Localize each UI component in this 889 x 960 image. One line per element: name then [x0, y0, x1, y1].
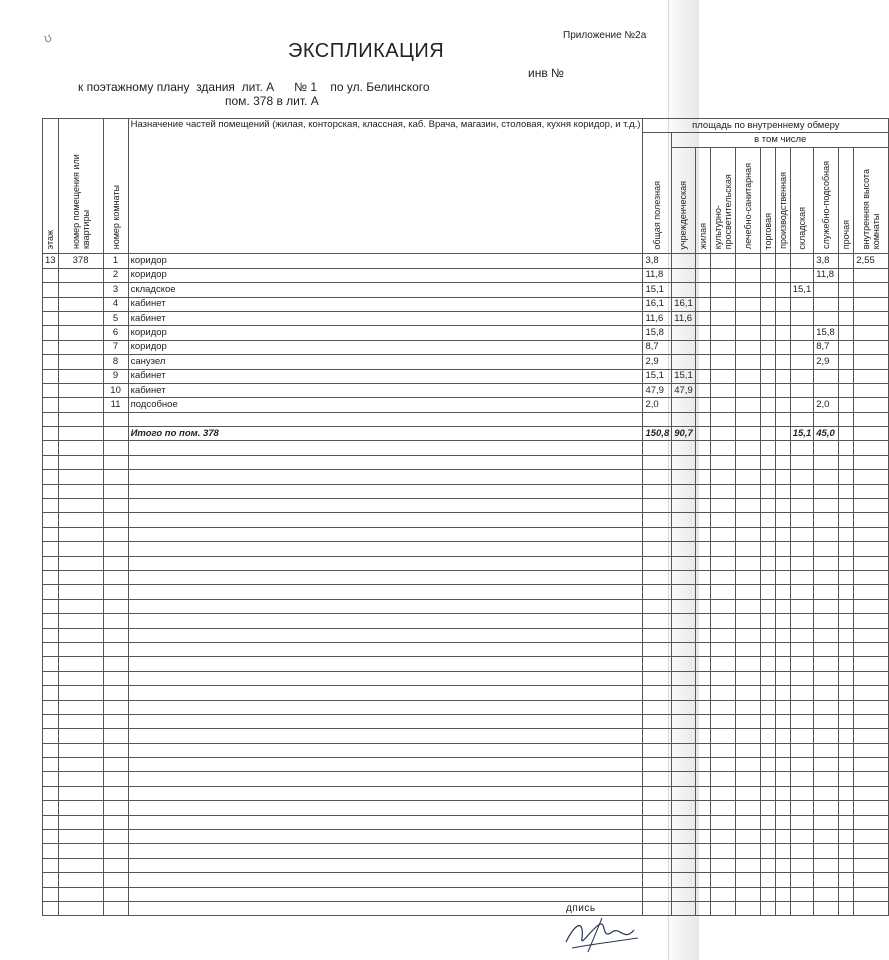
cell-room: 2: [103, 268, 128, 282]
cell-cult: [710, 383, 735, 397]
cell-unit: [58, 340, 103, 354]
cell-oth: [839, 311, 854, 325]
cell-ind: [775, 383, 790, 397]
subtitle-line-1: к поэтажному плану здания лит. А № 1 по ул. Белинского: [78, 80, 430, 94]
cell-cult: [710, 326, 735, 340]
total-inst: 90,7: [672, 427, 696, 441]
cell-oth: [839, 283, 854, 297]
table-row-empty: [43, 729, 889, 743]
cell-stor: [790, 326, 814, 340]
table-row-empty: [43, 657, 889, 671]
cell-inst: [672, 283, 696, 297]
col-header-storage: складская: [790, 148, 814, 254]
cell-ind: [775, 268, 790, 282]
cell-h: [854, 326, 889, 340]
col-header-purpose: Назначение частей помещений (жилая, конторская, классная, каб. Врача, магазин, столовая, кухня коридор, и т.д.): [128, 119, 643, 254]
table-row-empty: [43, 556, 889, 570]
cell-floor: [43, 369, 59, 383]
col-header-room: номер комнаты: [103, 119, 128, 254]
cell-cult: [710, 398, 735, 412]
signature-scribble: [562, 912, 642, 954]
cell-floor: [43, 297, 59, 311]
cell-purpose: кабинет: [128, 369, 643, 383]
cell-h: [854, 297, 889, 311]
cell-room: 1: [103, 254, 128, 268]
cell-trade: [760, 254, 775, 268]
cell-unit: [58, 311, 103, 325]
table-row: [43, 268, 889, 282]
col-header-area-group: площадь по внутреннему обмеру: [643, 119, 889, 133]
cell-oth: [839, 268, 854, 282]
signature-label: дпись: [566, 903, 596, 914]
cell-aux: [814, 283, 839, 297]
table-row: [43, 254, 889, 268]
cell-h: [854, 398, 889, 412]
cell-oth: [839, 369, 854, 383]
cell-oth: [839, 326, 854, 340]
col-header-industrial: производственная: [775, 148, 790, 254]
table-row: [43, 369, 889, 383]
cell-purpose: кабинет: [128, 311, 643, 325]
cell-purpose: кабинет: [128, 383, 643, 397]
cell-med: [735, 398, 760, 412]
cell-ind: [775, 283, 790, 297]
cell-res: [695, 283, 710, 297]
cell-inst: 15,1: [672, 369, 696, 383]
cell-res: [695, 326, 710, 340]
cell-inst: [672, 355, 696, 369]
table-row: [43, 398, 889, 412]
cell-room: 5: [103, 311, 128, 325]
cell-floor: [43, 326, 59, 340]
cell-trade: [760, 268, 775, 282]
cell-aux: 15,8: [814, 326, 839, 340]
table-row: [43, 383, 889, 397]
table-row-empty: [43, 513, 889, 527]
col-header-cultural: культурно-просветительская: [710, 148, 735, 254]
table-row: [43, 340, 889, 354]
cell-aux: [814, 297, 839, 311]
cell-h: [854, 369, 889, 383]
table-row-empty: [43, 585, 889, 599]
table-row: [43, 355, 889, 369]
cell-stor: [790, 355, 814, 369]
cell-inst: [672, 268, 696, 282]
cell-res: [695, 340, 710, 354]
cell-unit: [58, 369, 103, 383]
cell-med: [735, 297, 760, 311]
cell-oth: [839, 254, 854, 268]
cell-room: 6: [103, 326, 128, 340]
table-row-empty: [43, 484, 889, 498]
appendix-label: Приложение №2а: [563, 30, 647, 41]
cell-room: 8: [103, 355, 128, 369]
cell-med: [735, 283, 760, 297]
cell-total: 11,6: [643, 311, 672, 325]
col-header-institutional: учрежденческая: [672, 148, 696, 254]
table-row-empty: [43, 714, 889, 728]
cell-h: [854, 268, 889, 282]
cell-oth: [839, 383, 854, 397]
cell-stor: [790, 254, 814, 268]
explication-table: [42, 118, 889, 916]
cell-oth: [839, 340, 854, 354]
cell-floor: [43, 383, 59, 397]
cell-room: 9: [103, 369, 128, 383]
cell-aux: 3,8: [814, 254, 839, 268]
cell-stor: [790, 383, 814, 397]
cell-inst: [672, 398, 696, 412]
cell-ind: [775, 326, 790, 340]
cell-oth: [839, 355, 854, 369]
cell-aux: 8,7: [814, 340, 839, 354]
cell-ind: [775, 297, 790, 311]
cell-ind: [775, 254, 790, 268]
punch-mark: ʊ: [41, 29, 54, 46]
cell-total: 8,7: [643, 340, 672, 354]
cell-aux: 2,0: [814, 398, 839, 412]
total-stor: 15,1: [790, 427, 814, 441]
cell-purpose: коридор: [128, 326, 643, 340]
table-row-empty: [43, 844, 889, 858]
cell-res: [695, 398, 710, 412]
col-header-other: прочая: [839, 148, 854, 254]
cell-trade: [760, 398, 775, 412]
cell-stor: [790, 398, 814, 412]
cell-ind: [775, 311, 790, 325]
cell-unit: [58, 355, 103, 369]
cell-ind: [775, 398, 790, 412]
cell-floor: [43, 398, 59, 412]
cell-res: [695, 297, 710, 311]
total-aux: 45,0: [814, 427, 839, 441]
cell-total: 16,1: [643, 297, 672, 311]
cell-floor: [43, 268, 59, 282]
cell-med: [735, 254, 760, 268]
cell-trade: [760, 369, 775, 383]
cell-h: [854, 383, 889, 397]
total-row: [43, 427, 889, 441]
cell-unit: [58, 268, 103, 282]
cell-floor: [43, 340, 59, 354]
col-header-residential: жилая: [695, 148, 710, 254]
cell-unit: [58, 283, 103, 297]
cell-aux: [814, 311, 839, 325]
cell-unit: 378: [58, 254, 103, 268]
table-row-empty: [43, 786, 889, 800]
cell-med: [735, 311, 760, 325]
cell-cult: [710, 254, 735, 268]
table-row: [43, 297, 889, 311]
cell-ind: [775, 340, 790, 354]
cell-med: [735, 355, 760, 369]
col-header-unit: номер помещения или квартиры: [58, 119, 103, 254]
col-header-height: внутренняя высота комнаты: [854, 148, 889, 254]
table-row-empty: [43, 772, 889, 786]
cell-room: 4: [103, 297, 128, 311]
cell-room: 7: [103, 340, 128, 354]
cell-trade: [760, 340, 775, 354]
cell-room: 10: [103, 383, 128, 397]
table-row: [43, 311, 889, 325]
cell-aux: [814, 369, 839, 383]
cell-inst: [672, 326, 696, 340]
table-row-empty: [43, 758, 889, 772]
table-row-empty: [43, 470, 889, 484]
cell-res: [695, 369, 710, 383]
cell-med: [735, 369, 760, 383]
cell-inst: [672, 254, 696, 268]
cell-purpose: санузел: [128, 355, 643, 369]
cell-unit: [58, 383, 103, 397]
cell-floor: [43, 311, 59, 325]
table-row-empty: [43, 499, 889, 513]
table-row-empty: [43, 542, 889, 556]
cell-h: 2,55: [854, 254, 889, 268]
table-row-empty: [43, 686, 889, 700]
cell-total: 3,8: [643, 254, 672, 268]
col-header-medical: лечебно-санитарная: [735, 148, 760, 254]
cell-h: [854, 355, 889, 369]
cell-unit: [58, 398, 103, 412]
table-row-empty: [43, 887, 889, 901]
cell-purpose: подсобное: [128, 398, 643, 412]
table-row-empty: [43, 858, 889, 872]
cell-med: [735, 326, 760, 340]
cell-purpose: коридор: [128, 268, 643, 282]
table-row-empty: [43, 815, 889, 829]
cell-stor: [790, 340, 814, 354]
cell-ind: [775, 355, 790, 369]
cell-total: 15,1: [643, 283, 672, 297]
document-title: ЭКСПЛИКАЦИЯ: [288, 40, 445, 62]
cell-total: 2,9: [643, 355, 672, 369]
cell-floor: 13: [43, 254, 59, 268]
cell-h: [854, 340, 889, 354]
cell-total: 47,9: [643, 383, 672, 397]
cell-h: [854, 311, 889, 325]
cell-oth: [839, 398, 854, 412]
cell-inst: 11,6: [672, 311, 696, 325]
cell-res: [695, 383, 710, 397]
cell-inst: 16,1: [672, 297, 696, 311]
col-header-incl-group: в том числе: [672, 133, 889, 148]
col-header-auxiliary: служебно-подсобная: [814, 148, 839, 254]
total-purpose: Итого по пом. 378: [128, 427, 643, 441]
cell-cult: [710, 340, 735, 354]
cell-res: [695, 268, 710, 282]
table-row-empty: [43, 455, 889, 469]
cell-med: [735, 268, 760, 282]
cell-purpose: коридор: [128, 340, 643, 354]
table-row-empty: [43, 599, 889, 613]
cell-aux: 2,9: [814, 355, 839, 369]
cell-res: [695, 355, 710, 369]
cell-total: 15,8: [643, 326, 672, 340]
cell-stor: [790, 268, 814, 282]
table-row-empty: [43, 671, 889, 685]
cell-trade: [760, 383, 775, 397]
cell-cult: [710, 297, 735, 311]
table-row-empty: [43, 901, 889, 915]
cell-purpose: складское: [128, 283, 643, 297]
cell-res: [695, 254, 710, 268]
table-row-empty: [43, 614, 889, 628]
table-row-empty: [43, 700, 889, 714]
cell-unit: [58, 297, 103, 311]
cell-room: 3: [103, 283, 128, 297]
cell-trade: [760, 283, 775, 297]
cell-aux: [814, 383, 839, 397]
table-row-empty: [43, 873, 889, 887]
table-row-empty: [43, 628, 889, 642]
cell-res: [695, 311, 710, 325]
col-header-total-area: общая полезная: [643, 133, 672, 254]
cell-trade: [760, 326, 775, 340]
cell-purpose: коридор: [128, 254, 643, 268]
cell-purpose: кабинет: [128, 297, 643, 311]
table-row: [43, 326, 889, 340]
cell-total: 15,1: [643, 369, 672, 383]
cell-cult: [710, 355, 735, 369]
cell-stor: [790, 369, 814, 383]
table-row-empty: [43, 830, 889, 844]
cell-room: 11: [103, 398, 128, 412]
cell-med: [735, 383, 760, 397]
cell-inst: 47,9: [672, 383, 696, 397]
cell-floor: [43, 355, 59, 369]
cell-med: [735, 340, 760, 354]
cell-floor: [43, 283, 59, 297]
cell-trade: [760, 297, 775, 311]
subtitle-line-2: пом. 378 в лит. А: [225, 94, 319, 108]
cell-aux: 11,8: [814, 268, 839, 282]
cell-stor: [790, 297, 814, 311]
table-row-empty: [43, 801, 889, 815]
cell-total: 2,0: [643, 398, 672, 412]
cell-total: 11,8: [643, 268, 672, 282]
cell-cult: [710, 311, 735, 325]
cell-cult: [710, 283, 735, 297]
cell-ind: [775, 369, 790, 383]
col-header-floor: этаж: [43, 119, 59, 254]
col-header-trade: торговая: [760, 148, 775, 254]
table-row: [43, 283, 889, 297]
table-row-empty: [43, 570, 889, 584]
cell-cult: [710, 369, 735, 383]
table-row-blank: [43, 412, 889, 426]
cell-stor: 15,1: [790, 283, 814, 297]
cell-stor: [790, 311, 814, 325]
cell-cult: [710, 268, 735, 282]
cell-inst: [672, 340, 696, 354]
table-row-empty: [43, 441, 889, 455]
total-total: 150,8: [643, 427, 672, 441]
cell-unit: [58, 326, 103, 340]
cell-trade: [760, 355, 775, 369]
table-body: [43, 254, 889, 916]
cell-trade: [760, 311, 775, 325]
table-row-empty: [43, 642, 889, 656]
table-row-empty: [43, 743, 889, 757]
table-row-empty: [43, 527, 889, 541]
inventory-number-label: инв №: [528, 66, 564, 80]
cell-oth: [839, 297, 854, 311]
cell-h: [854, 283, 889, 297]
